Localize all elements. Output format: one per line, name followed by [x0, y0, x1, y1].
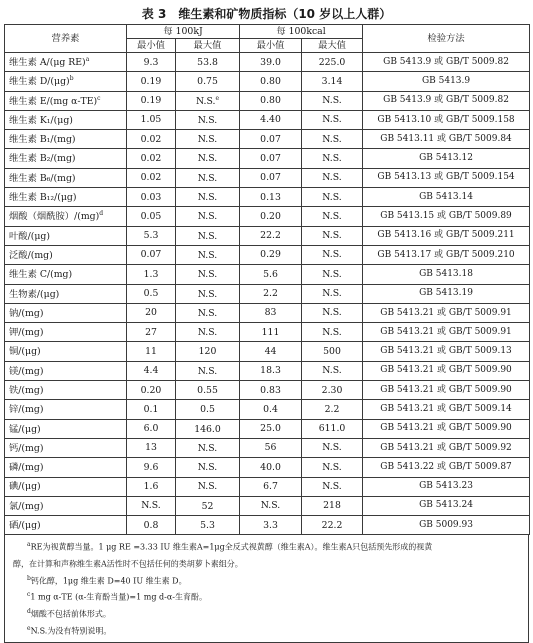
kj-max-value: N.S.: [197, 134, 218, 146]
kcal-min-cell: 3.3: [240, 516, 302, 535]
kj-max-cell: [176, 477, 240, 496]
kj-min-cell: 9.3: [127, 53, 176, 72]
kcal-max-cell: N.S.: [302, 303, 363, 322]
nutrient-name: 维生素 C/(mg): [9, 269, 73, 281]
kj-max-cell: [176, 149, 240, 168]
kcal-min-cell: 0.07: [240, 130, 302, 149]
kcal-min-cell: 0.80: [240, 72, 302, 91]
kj-max-value: N.S.: [197, 211, 218, 223]
kj-max-value: N.S.: [197, 192, 218, 204]
kj-max-value: N.S.: [197, 365, 218, 377]
kj-max-cell: [176, 516, 240, 535]
kj-max-value: 146.0: [194, 423, 221, 435]
nutrient-name: 维生素 K₁/(μg): [9, 114, 73, 126]
footnote-marker: a: [85, 55, 90, 63]
table-row: [5, 265, 530, 284]
kj-max-value: 0.75: [197, 76, 218, 88]
kj-min-cell: 27: [127, 323, 176, 342]
kj-max-value: 120: [198, 346, 217, 358]
kj-max-value: 0.5: [200, 404, 215, 416]
kj-max-value: N.S.: [197, 481, 218, 493]
kcal-min-cell: 2.2: [240, 284, 302, 303]
method-cell: GB 5413.13 或 GB/T 5009.154: [363, 168, 530, 187]
kcal-max-cell: 22.2: [302, 516, 363, 535]
method-cell: GB 5413.21 或 GB/T 5009.90: [363, 361, 530, 380]
table-row: [5, 477, 530, 496]
footnote-text: RE为视黄醇当量。1 μg RE =3.33 IU 维生素A=1μg全反式视黄醇（维生素A）。维生素A只包括预先形成的视黄: [30, 543, 433, 553]
kj-max-cell: [176, 168, 240, 187]
kj-min-cell: 0.07: [127, 245, 176, 264]
nutrient-name: 维生素 B₁/(mg): [9, 134, 76, 146]
kcal-max-cell: N.S.: [302, 130, 363, 149]
kj-max-value: 5.3: [200, 520, 215, 532]
kj-min-cell: 0.05: [127, 207, 176, 226]
kcal-max-cell: N.S.: [302, 245, 363, 264]
kcal-min-cell: 39.0: [240, 53, 302, 72]
kj-max-value: 0.55: [197, 385, 218, 397]
kcal-max-cell: N.S.: [302, 284, 363, 303]
method-cell: GB 5009.93: [363, 516, 530, 535]
kj-max-value: N.S.: [197, 269, 218, 281]
table-row: [5, 516, 530, 535]
footnote-marker: e: [215, 94, 220, 102]
method-cell: GB 5413.10 或 GB/T 5009.158: [363, 110, 530, 129]
header-kj-min: 最小值: [127, 39, 176, 53]
kcal-min-cell: 0.4: [240, 400, 302, 419]
kj-max-cell: [176, 72, 240, 91]
kcal-max-cell: 2.30: [302, 381, 363, 400]
method-cell: GB 5413.19: [363, 284, 530, 303]
kcal-max-cell: 218: [302, 496, 363, 515]
kj-max-value: N.S.: [197, 288, 218, 300]
kcal-max-cell: N.S.: [302, 149, 363, 168]
kcal-max-cell: N.S.: [302, 477, 363, 496]
kj-max-cell: [176, 323, 240, 342]
footnote-text: 醇，在计算和声称维生素A活性时不包括任何的类胡萝卜素组分。: [13, 559, 243, 569]
kcal-max-cell: N.S.: [302, 188, 363, 207]
kj-min-cell: 9.6: [127, 458, 176, 477]
kcal-min-cell: 0.20: [240, 207, 302, 226]
footnote-line: [13, 622, 522, 639]
table-row: [5, 110, 530, 129]
nutrient-name: 叶酸/(μg): [9, 230, 50, 242]
kj-max-cell: [176, 130, 240, 149]
kj-min-cell: 0.19: [127, 72, 176, 91]
method-cell: GB 5413.21 或 GB/T 5009.91: [363, 323, 530, 342]
table-row: [5, 381, 530, 400]
nutrient-name-cell: [5, 303, 127, 322]
kj-min-cell: 1.05: [127, 110, 176, 129]
kj-min-cell: 0.8: [127, 516, 176, 535]
kj-max-cell: [176, 458, 240, 477]
method-cell: GB 5413.17 或 GB/T 5009.210: [363, 245, 530, 264]
kcal-min-cell: 25.0: [240, 419, 302, 438]
nutrient-name-cell: [5, 226, 127, 245]
kcal-min-cell: 0.07: [240, 149, 302, 168]
method-cell: GB 5413.16 或 GB/T 5009.211: [363, 226, 530, 245]
nutrient-name: 维生素 D/(μg): [9, 76, 70, 88]
kcal-max-cell: N.S.: [302, 265, 363, 284]
kj-min-cell: 0.03: [127, 188, 176, 207]
header-kcal-min: 最小值: [240, 39, 302, 53]
kcal-max-cell: N.S.: [302, 361, 363, 380]
kcal-max-cell: N.S.: [302, 323, 363, 342]
footnote-marker: d: [99, 210, 104, 218]
kcal-min-cell: 83: [240, 303, 302, 322]
kj-max-cell: [176, 381, 240, 400]
footnote-line: [13, 588, 522, 605]
footnote-line: [13, 572, 522, 589]
footnote-line: [13, 538, 522, 555]
kcal-max-cell: 2.2: [302, 400, 363, 419]
table-row: [5, 53, 530, 72]
nutrient-name: 泛酸/(mg): [9, 250, 53, 262]
kj-max-cell: [176, 361, 240, 380]
kj-min-cell: 0.02: [127, 149, 176, 168]
kj-min-cell: N.S.: [127, 496, 176, 515]
nutrient-name: 维生素 A/(μg RE): [9, 57, 86, 69]
kj-max-cell: [176, 265, 240, 284]
kj-max-value: N.S.: [197, 250, 218, 262]
nutrient-name: 钙/(mg): [9, 442, 44, 454]
nutrient-name: 氯/(mg): [9, 500, 44, 512]
nutrient-name: 维生素 E/(mg α-TE): [9, 95, 98, 107]
method-cell: GB 5413.11 或 GB/T 5009.84: [363, 130, 530, 149]
nutrient-name: 钠/(mg): [9, 307, 44, 319]
table-body: [5, 53, 530, 535]
table-row: [5, 168, 530, 187]
nutrient-name-cell: [5, 323, 127, 342]
header-kj-max: 最大值: [176, 39, 240, 53]
kj-max-cell: [176, 245, 240, 264]
table-title: 表 3 维生素和矿物质指标（10 岁以上人群）: [141, 7, 392, 21]
nutrient-name-cell: [5, 381, 127, 400]
table-row: [5, 361, 530, 380]
kj-max-value: N.S.: [197, 172, 218, 184]
nutrient-name: 生物素/(μg): [9, 288, 60, 300]
kcal-min-cell: 0.07: [240, 168, 302, 187]
footnote-text: 钙化醇，1μg 维生素 D=40 IU 维生素 D。: [30, 576, 187, 586]
method-cell: GB 5413.21 或 GB/T 5009.91: [363, 303, 530, 322]
table-row: [5, 91, 530, 110]
nutrient-name: 锰/(μg): [9, 423, 41, 435]
footnote-text: 1 mg α-TE (α-生育酚当量)=1 mg d-α-生育酚。: [30, 593, 207, 603]
header-kcal-max: 最大值: [302, 39, 363, 53]
kcal-max-cell: N.S.: [302, 226, 363, 245]
nutrient-name-cell: [5, 438, 127, 457]
nutrient-name-cell: [5, 516, 127, 535]
header-row-1: [5, 25, 530, 39]
kcal-min-cell: N.S.: [240, 496, 302, 515]
kj-max-value: 53.8: [197, 57, 218, 69]
nutrient-name: 磷/(mg): [9, 462, 44, 474]
kcal-min-cell: 0.80: [240, 91, 302, 110]
kj-max-value: N.S.: [197, 307, 218, 319]
table-row: [5, 419, 530, 438]
nutrient-name-cell: [5, 419, 127, 438]
kj-min-cell: 11: [127, 342, 176, 361]
method-cell: GB 5413.21 或 GB/T 5009.90: [363, 381, 530, 400]
table-row: [5, 245, 530, 264]
table-row: [5, 400, 530, 419]
footnote-marker: c: [97, 94, 101, 102]
kcal-max-cell: 611.0: [302, 419, 363, 438]
kcal-min-cell: 0.29: [240, 245, 302, 264]
table-row: [5, 130, 530, 149]
nutrient-name-cell: [5, 477, 127, 496]
kj-max-cell: [176, 342, 240, 361]
kj-min-cell: 6.0: [127, 419, 176, 438]
method-cell: GB 5413.14: [363, 188, 530, 207]
nutrient-name-cell: [5, 342, 127, 361]
nutrient-name: 维生素 B₆/(mg): [9, 172, 76, 184]
kcal-min-cell: 40.0: [240, 458, 302, 477]
nutrient-name: 铁/(mg): [9, 385, 44, 397]
kj-max-value: N.S.: [197, 442, 218, 454]
kcal-max-cell: 225.0: [302, 53, 363, 72]
footnote-marker: b: [69, 75, 74, 83]
footnote-marker: a: [27, 541, 31, 549]
method-cell: GB 5413.18: [363, 265, 530, 284]
kj-max-cell: [176, 188, 240, 207]
nutrient-name-cell: [5, 91, 127, 110]
kj-max-value: N.S.: [197, 327, 218, 339]
kj-max-cell: [176, 438, 240, 457]
method-cell: GB 5413.9 或 GB/T 5009.82: [363, 53, 530, 72]
method-cell: GB 5413.21 或 GB/T 5009.90: [363, 419, 530, 438]
method-cell: GB 5413.21 或 GB/T 5009.92: [363, 438, 530, 457]
nutrient-table: [4, 24, 530, 535]
table-row: [5, 496, 530, 515]
kcal-min-cell: 44: [240, 342, 302, 361]
nutrient-name-cell: [5, 188, 127, 207]
kcal-max-cell: N.S.: [302, 110, 363, 129]
nutrient-name-cell: [5, 130, 127, 149]
kj-max-value: N.S.: [197, 462, 218, 474]
kj-min-cell: 0.1: [127, 400, 176, 419]
kj-min-cell: 0.02: [127, 168, 176, 187]
table-row: [5, 438, 530, 457]
kj-max-cell: [176, 419, 240, 438]
nutrient-name: 钾/(mg): [9, 327, 44, 339]
kj-min-cell: 1.3: [127, 265, 176, 284]
header-method: 检验方法: [363, 25, 530, 53]
method-cell: GB 5413.9 或 GB/T 5009.82: [363, 91, 530, 110]
method-cell: GB 5413.21 或 GB/T 5009.14: [363, 400, 530, 419]
footnote-marker: c: [27, 591, 31, 599]
kcal-max-cell: 3.14: [302, 72, 363, 91]
nutrient-name: 锌/(mg): [9, 404, 44, 416]
nutrient-name-cell: [5, 265, 127, 284]
footnote-line: [13, 555, 522, 572]
table-row: [5, 188, 530, 207]
kj-min-cell: 0.19: [127, 91, 176, 110]
nutrient-name-cell: [5, 458, 127, 477]
kj-min-cell: 20: [127, 303, 176, 322]
kcal-max-cell: N.S.: [302, 438, 363, 457]
nutrient-name: 铜/(μg): [9, 346, 41, 358]
kj-min-cell: 0.02: [127, 130, 176, 149]
table-row: [5, 149, 530, 168]
footnote-marker: b: [27, 574, 31, 582]
kcal-max-cell: 500: [302, 342, 363, 361]
nutrient-name-cell: [5, 110, 127, 129]
kcal-max-cell: N.S.: [302, 207, 363, 226]
kj-min-cell: 1.6: [127, 477, 176, 496]
kcal-min-cell: 22.2: [240, 226, 302, 245]
table-row: [5, 342, 530, 361]
kcal-min-cell: 5.6: [240, 265, 302, 284]
kcal-min-cell: 18.3: [240, 361, 302, 380]
table-row: [5, 207, 530, 226]
method-cell: GB 5413.21 或 GB/T 5009.13: [363, 342, 530, 361]
method-cell: GB 5413.24: [363, 496, 530, 515]
table-row: [5, 458, 530, 477]
nutrient-name-cell: [5, 284, 127, 303]
nutrient-name: 烟酸（烟酰胺）/(mg): [9, 211, 100, 223]
nutrient-name-cell: [5, 149, 127, 168]
table-row: [5, 284, 530, 303]
kj-max-cell: [176, 303, 240, 322]
kj-max-cell: [176, 91, 240, 110]
table-footnotes: [4, 535, 529, 643]
kj-max-cell: [176, 53, 240, 72]
kj-min-cell: 5.3: [127, 226, 176, 245]
nutrient-name-cell: [5, 361, 127, 380]
footnote-marker: d: [27, 608, 31, 616]
kj-max-cell: [176, 226, 240, 245]
footnote-marker: e: [27, 624, 31, 632]
nutrient-name-cell: [5, 496, 127, 515]
nutrient-name: 维生素 B₁₂/(μg): [9, 192, 77, 204]
kcal-max-cell: N.S.: [302, 91, 363, 110]
kj-min-cell: 13: [127, 438, 176, 457]
nutrient-name-cell: [5, 168, 127, 187]
kcal-min-cell: 0.13: [240, 188, 302, 207]
footnote-line: [13, 605, 522, 622]
kj-max-cell: [176, 207, 240, 226]
method-cell: GB 5413.9: [363, 72, 530, 91]
kj-max-value: N.S.: [195, 95, 216, 107]
nutrient-name: 镁/(mg): [9, 365, 44, 377]
kj-max-value: N.S.: [197, 114, 218, 126]
kj-min-cell: 0.20: [127, 381, 176, 400]
header-per-100kcal: 每 100kcal: [240, 25, 363, 39]
footnote-text: N.S.为没有特别说明。: [30, 626, 112, 636]
footnote-text: 烟酸不包括前体形式。: [30, 609, 111, 619]
table-row: [5, 323, 530, 342]
kcal-min-cell: 56: [240, 438, 302, 457]
nutrient-name: 碘/(μg): [9, 481, 41, 493]
header-nutrient: 营养素: [5, 25, 127, 53]
method-cell: GB 5413.22 或 GB/T 5009.87: [363, 458, 530, 477]
nutrient-name-cell: [5, 72, 127, 91]
nutrient-name-cell: [5, 400, 127, 419]
kcal-min-cell: 111: [240, 323, 302, 342]
kj-max-cell: [176, 284, 240, 303]
kj-max-value: 52: [201, 500, 214, 512]
method-cell: GB 5413.15 或 GB/T 5009.89: [363, 207, 530, 226]
kj-max-cell: [176, 400, 240, 419]
kj-max-cell: [176, 110, 240, 129]
kj-min-cell: 0.5: [127, 284, 176, 303]
table-row: [5, 72, 530, 91]
kcal-max-cell: N.S.: [302, 168, 363, 187]
nutrient-name: 维生素 B₂/(mg): [9, 153, 76, 165]
nutrient-name-cell: [5, 207, 127, 226]
table-row: [5, 303, 530, 322]
kj-max-value: N.S.: [197, 230, 218, 242]
kcal-min-cell: 4.40: [240, 110, 302, 129]
nutrient-name-cell: [5, 245, 127, 264]
kj-min-cell: 4.4: [127, 361, 176, 380]
nutrient-name: 硒/(μg): [9, 520, 41, 532]
method-cell: GB 5413.23: [363, 477, 530, 496]
kj-max-cell: [176, 496, 240, 515]
kcal-max-cell: N.S.: [302, 458, 363, 477]
method-cell: GB 5413.12: [363, 149, 530, 168]
table-row: [5, 226, 530, 245]
header-per-100kj: 每 100kJ: [127, 25, 240, 39]
nutrient-name-cell: [5, 53, 127, 72]
kj-max-value: N.S.: [197, 153, 218, 165]
kcal-min-cell: 0.83: [240, 381, 302, 400]
kcal-min-cell: 6.7: [240, 477, 302, 496]
